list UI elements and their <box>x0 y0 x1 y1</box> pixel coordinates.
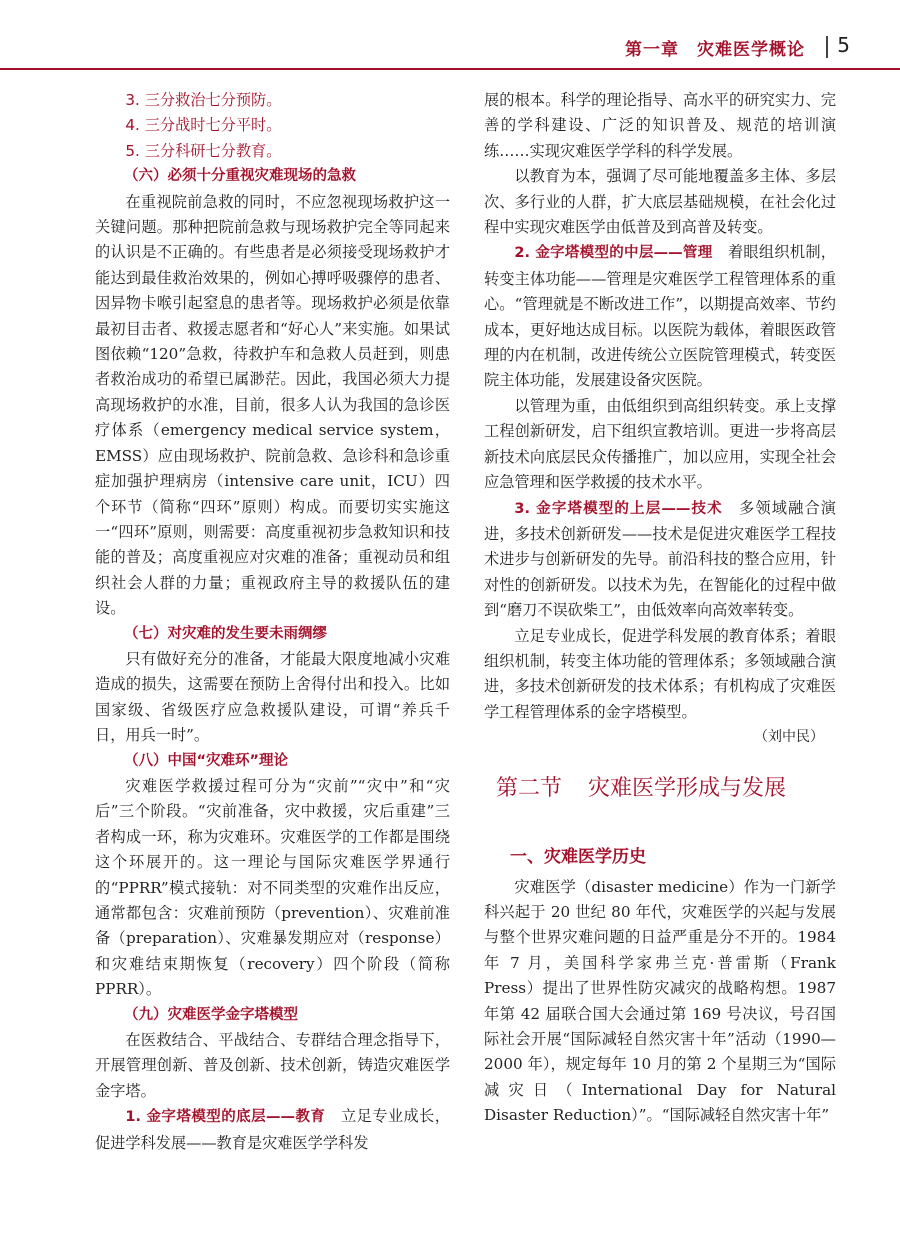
pyramid-middle-paragraph <box>484 240 836 393</box>
paragraph-7: 只有做好充分的准备，才能最大限度地减小灾难造成的损失，这需要在预防上舍得付出和投入。比如国家级、省级医疗应急救援队建设，可谓“养兵千日，用兵一时”。 <box>95 649 450 745</box>
pyramid-middle-text: 着眼组织机制，转变主体功能——管理是灾难医学工程管理体系的重心。“管理就是不断改进工作”，以期提高效率、节约成本，更好地达成目标。以医院为载体，着眼医政管理的内在机制，改进传统公立医院管理模式，转变医院主体功能，发展建设备灾医院。 <box>484 243 836 390</box>
pyramid-bottom-paragraph <box>95 1104 450 1156</box>
paragraph-education: 以教育为本，强调了尽可能地覆盖多主体、多层次、多行业的人群，扩大底层基础规模，在社会化过程中实现灾难医学由低普及到高普及转变。 <box>484 167 836 237</box>
heading-6: （六）必须十分重视灾难现场的急救 <box>124 168 356 185</box>
left-column <box>95 88 450 1156</box>
pyramid-middle-heading: 2. 金字塔模型的中层——管理 <box>514 245 713 262</box>
chapter-title: 第一章 灾难医学概论 <box>625 40 805 60</box>
paragraph-history: 灾难医学（disaster medicine）作为一门新学科兴起于 20 世纪 80 年代，灾难医学的兴起与发展与整个世界灾难问题的日益严重是分不开的。1984 年 7 月，美国科学家弗兰克·普雷斯（Frank Press）提出了世界性防灾减灾的战略构想。1987 年第 42 届联合国大会通过第 169 号决议，号召国际社会开展“国际减轻自然灾害十年”活动（1990—2000 年），规定每年 10 月的第 2 个星期三为“国际减灾日（International Day for Natural Disaster Reduction）”。“国际减轻自然灾害十年” <box>484 877 836 1125</box>
header-divider <box>826 36 828 58</box>
heading-9: （九）灾难医学金字塔模型 <box>124 1006 298 1023</box>
paragraph-summary: 立足专业成长，促进学科发展的教育体系；着眼组织机制，转变主体功能的管理体系；多领域融合演进，多技术创新研发的技术体系；有机构成了灾难医学工程管理体系的金字塔模型。 <box>484 626 836 721</box>
list-item-4: 4. 三分战时七分平时。 <box>125 116 282 135</box>
pyramid-top-heading: 3. 金字塔模型的上层——技术 <box>514 500 723 517</box>
page-number: 5 <box>837 33 850 57</box>
paragraph-continued: 展的根本。科学的理论指导、高水平的研究实力、完善的学科建设、广泛的知识普及、规范的培训演练……实现灾难医学学科的科学发展。 <box>484 91 836 160</box>
section-title-text: 灾难医学形成与发展 <box>588 775 787 801</box>
paragraph-management: 以管理为重，由低组织到高组织转变。承上支撑工程创新研发，启下组织宣教培训。更进一步将高层新技术向底层民众传播推广，加以应用，实现全社会应急管理和医学救援的技术水平。 <box>484 396 836 492</box>
section-title <box>484 751 836 827</box>
author-name: （刘中民） <box>754 729 824 746</box>
paragraph-8: 灾难医学救援过程可分为“灾前”“灾中”和“灾后”三个阶段。“灾前准备，灾中救援，灾后重建”三者构成一环，称为灾难环。灾难医学的工作都是围绕这个环展开的。这一理论与国际灾难医学界通行的“PPRR”模式接轨：对不同类型的灾难作出反应，通常都包含：灾难前预防（prevention）、灾难前准备（preparation）、灾难暴发期应对（response）和灾难结束期恢复（recovery）四个阶段（简称 PPRR）。 <box>95 776 450 999</box>
list-item-3: 3. 三分救治七分预防。 <box>125 91 282 109</box>
pyramid-top-paragraph <box>484 496 836 624</box>
subsection-heading: 一、灾难医学历史 <box>510 846 646 867</box>
section-number: 第二节 <box>496 775 563 801</box>
header-rule <box>0 68 900 70</box>
heading-8: （八）中国“灾难环”理论 <box>124 752 289 769</box>
page-header <box>0 30 900 70</box>
heading-7: （七）对灾难的发生要未雨绸缪 <box>124 625 327 642</box>
pyramid-bottom-heading: 1. 金字塔模型的底层——教育 <box>125 1109 326 1126</box>
paragraph-6: 在重视院前急救的同时，不应忽视现场救护这一关键问题。那种把院前急救与现场救护完全等同起来的认识是不正确的。有些患者是必须接受现场救护才能达到最佳救治效果的，例如心搏呼吸骤停的患者、因异物卡喉引起窒息的患者等。现场救护必须是依靠最初目击者、救援志愿者和“好心人”来实施。如果试图依赖“120”急救，待救护车和急救人员赶到，则患者救治成功的希望已属渺茫。因此，我国必须大力提高现场救护的水准，目前，很多人认为我国的急诊医疗体系（emergency medical service system，EMSS）应由现场救护、院前急救、急诊科和急诊重症加强护理病房（intensive care unit，ICU）四个环节（简称“四环”原则）构成。而要切实实施这一“四环”原则，则需要：高度重视初步急救知识和技能的普及；高度重视应对灾难的准备；重视动员和组织社会人群的力量；重视政府主导的救援队伍的建设。 <box>95 192 450 618</box>
pyramid-top-text: 多领域融合演进，多技术创新研发——技术是促进灾难医学工程技术进步与创新研发的先导。前沿科技的整合应用，针对性的创新研发。以技术为先，在智能化的过程中做到“磨刀不误砍柴工”，由低效率向高效率转变。 <box>484 498 836 620</box>
pyramid-bottom-text: 立足专业成长，促进学科发展——教育是灾难医学学科发 <box>95 1107 450 1152</box>
right-column <box>484 88 836 1129</box>
list-item-5: 5. 三分科研七分教育。 <box>125 141 282 160</box>
paragraph-9: 在医救结合、平战结合、专群结合理念指导下，开展管理创新、普及创新、技术创新，铸造灾难医学金字塔。 <box>95 1031 450 1100</box>
